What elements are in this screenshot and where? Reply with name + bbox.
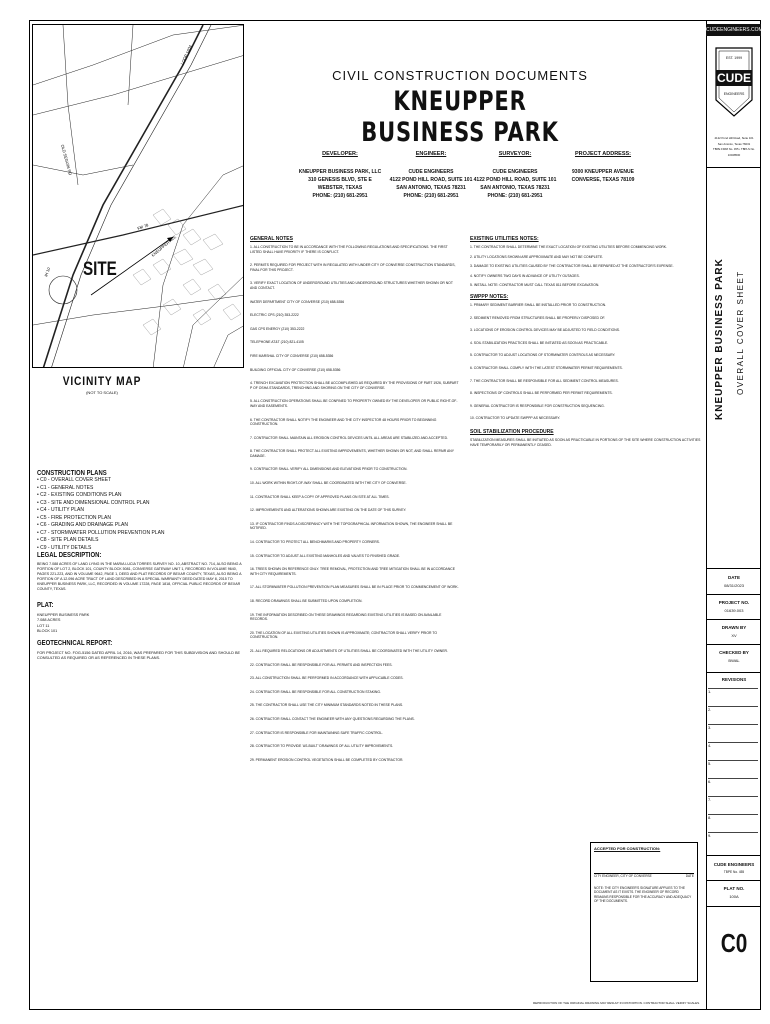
plat-line: BLOCK 101 — [37, 629, 58, 634]
date-value: 08/31/2023 — [723, 583, 745, 588]
sheet-title-1: KNEUPPER BUSINESS PARK — [714, 258, 725, 420]
note-item: GAS CPS ENERGY (210) 353-2222 — [250, 326, 305, 331]
address-line: 4122 Pond Hill Road, Suite 101 — [714, 136, 754, 140]
note-item: 1. THE CONTRACTOR SHALL DETERMINE THE EXACT LOCATION OF EXISTING UTILITIES BEFORE COMMENCING WORK. — [470, 245, 667, 249]
swppp-list — [470, 303, 702, 421]
road-label-0: IH 10 — [43, 266, 52, 278]
checked-by-value: BWAL — [728, 658, 740, 663]
note-item: 11. CONTRACTOR SHALL KEEP A COPY OF APPROVED PLANS ON SITE AT ALL TIMES. — [250, 494, 390, 499]
acceptance-sign-label: CITY ENGINEER, CITY OF CONVERSE — [594, 874, 652, 878]
note-item: 16. TREES SHOWN ON REFERENCE ONLY. TREE REMOVAL, PROTECTION AND TREE MITIGATION SHALL BE IN ACCORDANCE WITH CITY REQUIREMENTS. — [250, 567, 455, 576]
note-item: 1. PRIMARY SEDIMENT BARRIER SHALL BE INSTALLED PRIOR TO CONSTRUCTION. — [470, 302, 607, 307]
note-item: 14. CONTRACTOR TO PROTECT ALL BENCHMARKS AND PROPERTY CORNERS. — [250, 540, 380, 545]
note-item: 9. CONTRACTOR SHALL VERIFY ALL DIMENSIONS AND ELEVATIONS PRIOR TO CONSTRUCTION. — [250, 467, 408, 472]
soil-stabilization-heading: SOIL STABILIZATION PROCEDURE — [470, 428, 554, 435]
revision-row: 1. — [708, 688, 758, 694]
project-title: KNEUPPER BUSINESS PARK — [361, 86, 559, 148]
bullet-icon: • — [37, 492, 41, 498]
tb-divider — [706, 167, 761, 168]
note-item: TELEPHONE AT&T (210) 821-4105 — [250, 340, 304, 345]
revision-row: 9. — [708, 832, 758, 838]
note-item: 6. CONTRACTOR SHALL COMPLY WITH THE LATEST STORMWATER PERMIT REQUIREMENTS. — [470, 365, 623, 370]
road-label-3: KNEUPPER AVE — [150, 234, 178, 258]
revision-row: 6. — [708, 778, 758, 784]
note-item: ELECTRIC CPS (210) 353-2222 — [250, 313, 299, 318]
contact-line: CUDE ENGINEERS — [492, 169, 538, 175]
contact-line: CUDE ENGINEERS — [408, 169, 454, 175]
bullet-icon: • — [37, 529, 41, 536]
contact-column — [386, 150, 476, 200]
existing-utilities-list — [470, 245, 702, 288]
note-item: 2. SEDIMENT REMOVED FROM STRUCTURES SHALL BE PROPERLY DISPOSED OF. — [470, 315, 606, 320]
note-item: 24. CONTRACTOR SHALL BE RESPONSIBLE FOR ALL CONSTRUCTION STAKING. — [250, 689, 381, 694]
project-no-label: PROJECT NO. — [718, 600, 750, 605]
site-marker-circle — [49, 276, 77, 304]
drawn-by-value: XV — [731, 633, 737, 638]
plat-lines — [37, 613, 242, 635]
checked-by-label: CHECKED BY — [719, 650, 749, 655]
bullet-icon: • — [37, 514, 41, 521]
note-item: 15. CONTRACTOR TO ADJUST ALL EXISTING MANHOLES AND VALVES TO FINISHED GRADE. — [250, 553, 401, 558]
bullet-icon: • — [37, 537, 41, 543]
note-item: 20. THE LOCATION OF ALL EXISTING UTILITIES SHOWN IS APPROXIMATE; CONTRACTOR SHALL VERIFY PRIOR TO CONSTRUCTION. — [250, 630, 437, 640]
plat-no-label: PLAT NO. — [723, 886, 745, 891]
acceptance-date-label: DATE — [685, 874, 694, 878]
note-item: 19. THE INFORMATION DESCRIBED ON THESE DRAWINGS REGARDING EXISTING UTILITIES IS BASED ON AVAILABLE RECORDS. — [250, 612, 442, 622]
contact-label: SURVEYOR: — [498, 151, 532, 157]
construction-plan-item — [37, 492, 237, 500]
construction-plans — [37, 470, 237, 552]
note-item: 7. CONTRACTOR SHALL MAINTAIN ALL EROSION CONTROL DEVICES UNTIL ALL AREAS ARE STABILIZED AND ACCEPTED. — [250, 435, 448, 440]
note-item: 4. NOTIFY OWNERS TWO DAYS IN ADVANCE OF UTILITY OUTAGES. — [470, 273, 580, 278]
note-item: 27. CONTRACTOR IS RESPONSIBLE FOR MAINTAINING SAFE TRAFFIC CONTROL. — [250, 730, 384, 735]
note-item: 28. CONTRACTOR TO PROVIDE 'AS-BUILT' DRAWINGS OF ALL UTILITY IMPROVEMENTS. — [250, 744, 394, 749]
project-no-value: 01639.003 — [724, 608, 744, 613]
note-item: 8. INSPECTIONS OF CONTROLS SHALL BE PERFORMED PER PERMIT REQUIREMENTS. — [470, 391, 613, 396]
note-item: 13. IF CONTRACTOR FINDS A DISCREPANCY WITH THE TOPOGRAPHICAL INFORMATION SHOWN, THE ENGINEER SHALL BE NOTIFIED. — [250, 521, 453, 531]
construction-plan-label: C5 - FIRE PROTECTION PLAN — [40, 514, 111, 521]
contact-line: 4122 POND HILL ROAD, SUITE 101 — [473, 177, 557, 183]
contact-line: PHONE: (210) 681-2951 — [487, 193, 543, 199]
road-label-4: OLD SEGUIN RD — [60, 143, 74, 176]
logo-top-text: EST. 1999 — [725, 56, 743, 60]
contact-line: WEBSTER, TEXAS — [317, 185, 363, 191]
construction-plan-label: C6 - GRADING AND DRAINAGE PLAN — [40, 522, 128, 528]
revision-row: 4. — [708, 742, 758, 748]
contact-line: CONVERSE, TEXAS 78109 — [571, 177, 635, 183]
road-label-1: LOOP 1604 — [179, 44, 193, 66]
drawn-by-label: DRAWN BY — [721, 625, 747, 630]
plat-line: 7.088 ACRES — [37, 618, 61, 623]
revision-row: 8. — [708, 814, 758, 820]
note-item: 4. TRENCH EXCAVATION PROTECTION SHALL BE ACCOMPLISHED AS REQUIRED BY THE PROVISIONS OF PART 1926, SUBPART P OF OSHA STANDARDS, TRENCHING AND SHORING ON THE CITY OF CONVERSE. — [250, 381, 459, 390]
construction-plan-item — [37, 545, 237, 553]
tb-divider — [706, 906, 761, 907]
contact-column — [295, 150, 385, 200]
note-item: 2. PERMITS REQUIRED FOR PROJECT WITH IN REGULATED WITH UNDER CITY OF CONVERSE CONSTRUCTION STANDARDS, FINAL FOR THIS PROJECT. — [250, 263, 456, 272]
note-item: 25. THE CONTRACTOR SHALL USE THE CITY MINIMUM STANDARDS NOTED IN THESE PLANS. — [250, 703, 404, 708]
note-item: 26. CONTRACTOR SHALL CONTACT THE ENGINEER WITH ANY QUESTIONS REGARDING THE PLANS. — [250, 716, 415, 721]
acceptance-heading: ACCEPTED FOR CONSTRUCTION: — [594, 846, 661, 851]
note-item: 4. SOIL STABILIZATION PRACTICES SHALL BE INITIATED AS SOON AS PRACTICABLE. — [470, 340, 609, 345]
address-line: San Antonio, Texas 78231 — [717, 141, 751, 146]
note-item: 3. DAMAGE TO EXISTING UTILITIES CAUSED BY THE CONTRACTOR SHALL BE REPAIRED AT THE CONTRACTOR'S EXPENSE. — [470, 264, 674, 269]
note-item: 6. THE CONTRACTOR SHALL NOTIFY THE ENGINEER AND THE CITY INSPECTOR 48 HOURS PRIOR TO BEGINNING CONSTRUCTION. — [250, 417, 437, 427]
bullet-icon: • — [37, 544, 41, 551]
legal-heading: LEGAL DESCRIPTION: — [37, 552, 102, 559]
revision-row: 3. — [708, 724, 758, 730]
note-item: 5. CONTRACTOR TO ADJUST LOCATIONS OF STORMWATER CONTROLS AS NECESSARY. — [470, 353, 616, 358]
contact-line: KNEUPPER BUSINESS PARK, LLC — [298, 169, 382, 175]
note-item: 2. UTILITY LOCATIONS SHOWN ARE APPROXIMATE AND MAY NOT BE COMPLETE. — [470, 254, 604, 259]
acceptance-text: NOTE: THE CITY ENGINEER'S SIGNATURE APPLIES TO THE DOCUMENT AS IT EXISTS. THE ENGINEER OF RECORD REMAINS RESPONSIBLE FOR THE ACCURACY AND ADEQUACY OF THE DOCUMENTS. — [594, 886, 692, 903]
tb-divider — [706, 594, 761, 595]
tb-divider — [706, 644, 761, 645]
revision-row: 5. — [708, 760, 758, 766]
tb-divider — [706, 880, 761, 881]
acceptance-signature-line — [594, 873, 694, 878]
bullet-icon: • — [37, 522, 41, 528]
swppp-heading: SWPPP NOTES: — [470, 293, 509, 300]
tb-divider — [706, 855, 761, 856]
legal-section — [37, 552, 242, 595]
legal-text: BEING 7.088 ACRES OF LAND LYING IN THE MARIA LUCIA TORRES SURVEY NO. 10, ABSTRACT NO. 714, ALSO BEING A PORTION OF LOT 2, BLOCK 101, COUNTY BLOCK 5081, CONVERSE GATEWAY UNIT 1, RECORDED IN VOLUME 9640, PAGES 221-223, AND IN VOLUME 9642, PAGE 1, DEED AND PLAT RECORDS OF BEXAR COUNTY, TEXAS, ALSO BEING A PORTION OF A 12.096 ACRE TRACT OF LAND DESCRIBED IN A SPECIAL WARRANTY DEED DATED MAY 8, 2015 TO KNEUPPER BUSINESS PARK, LLC, RECORDED IN VOLUME 17228, PAGE 1818, OFFICIAL PUBLIC RECORDS OF BEXAR COUNTY, TEXAS. — [37, 562, 242, 591]
contact-column — [470, 150, 560, 200]
firm-number: TBPE No. 455 — [723, 870, 745, 874]
brand-logo — [712, 42, 756, 122]
vicinity-map-title: VICINITY MAP — [62, 374, 142, 388]
tb-divider — [706, 672, 761, 673]
bullet-icon: • — [37, 477, 41, 483]
address-line: TBPE FIRM No. 455 • TBPLS No. 10048500 — [713, 147, 755, 157]
construction-plan-label: C3 - SITE AND DIMENSIONAL CONTROL PLAN — [40, 499, 150, 506]
note-item: 12. IMPROVEMENTS AND ALTERATIONS SHOWN ARE EXISTING ON THE DATE OF THIS SURVEY. — [250, 508, 407, 513]
construction-plan-label: C2 - EXISTING CONDITIONS PLAN — [40, 492, 122, 498]
tb-divider — [706, 619, 761, 620]
note-item: 9. GENERAL CONTRACTOR IS RESPONSIBLE FOR CONSTRUCTION SEQUENCING. — [470, 403, 605, 408]
note-item: 5. INSTALL NOTE: CONTRACTOR MUST CALL TEXAS 811 BEFORE EXCAVATION. — [470, 283, 600, 288]
general-notes-heading: GENERAL NOTES — [250, 236, 293, 242]
note-item: 29. PERMANENT EROSION CONTROL VEGETATION SHALL BE COMPLETED BY CONTRACTOR. — [250, 757, 404, 762]
contact-label: PROJECT ADDRESS: — [574, 151, 632, 157]
firm-name: CUDE ENGINEERS — [713, 862, 755, 867]
general-notes-list — [250, 245, 460, 762]
logo-bottom-text: ENGINEERS — [723, 92, 745, 96]
construction-plan-label: C4 - UTILITY PLAN — [40, 507, 84, 513]
contact-line: SAN ANTONIO, TEXAS 78231 — [480, 185, 550, 191]
contact-line: PHONE: (210) 681-2951 — [403, 193, 459, 199]
construction-plan-label: C8 - SITE PLAN DETAILS — [40, 537, 99, 543]
revision-row: 2. — [708, 706, 758, 712]
construction-plan-item — [37, 530, 237, 538]
construction-plan-item — [37, 515, 237, 523]
geotech-section — [37, 640, 242, 664]
bullet-icon: • — [37, 499, 41, 506]
plat-line: KNEUPPER BUSINESS PARK — [37, 613, 90, 617]
plat-no-value: 100A — [729, 894, 739, 899]
contact-line: 310 GENESIS BLVD, STE E — [308, 177, 372, 183]
contact-label: ENGINEER: — [415, 151, 447, 157]
bullet-icon: • — [37, 484, 41, 491]
construction-plans-heading: CONSTRUCTION PLANS — [37, 470, 107, 477]
construction-plan-label: C0 - OVERALL COVER SHEET — [40, 477, 112, 483]
construction-plan-item — [37, 485, 237, 493]
right-notes — [470, 236, 702, 450]
general-notes — [250, 236, 460, 771]
footer-note: REPRODUCTION OF THE ORIGINAL DRAWING MAY RESULT IN DISTORTION. CONTRACTOR SHALL VERIFY SCALES. — [532, 1001, 700, 1005]
contact-line: 9300 KNEUPPER AVENUE — [572, 169, 634, 175]
note-item: 21. ALL REQUIRED RELOCATIONS OR ADJUSTMENTS OF UTILITIES SHALL BE COORDINATED WITH THE UTILITY OWNER. — [250, 648, 448, 653]
bullet-icon: • — [37, 507, 41, 513]
note-item: 17. ALL STORMWATER POLLUTION PREVENTION PLAN MEASURES SHALL BE IN PLACE PRIOR TO COMMENCEMENT OF WORK. — [250, 585, 459, 590]
note-item: FIRE MARSHAL CITY OF CONVERSE (210) 658-5356 — [250, 353, 334, 358]
contact-line: PHONE: (210) 681-2951 — [312, 193, 368, 199]
note-item: 10. CONTRACTOR TO UPDATE SWPPP AS NECESSARY. — [470, 416, 561, 421]
date-label: DATE — [728, 575, 740, 580]
revision-row: 7. — [708, 796, 758, 802]
brand-address — [708, 136, 760, 158]
road-label-2: FM 78 — [136, 222, 150, 231]
note-item: 7. THE CONTRACTOR SHALL BE RESPONSIBLE FOR ALL SEDIMENT CONTROL MEASURES. — [470, 378, 619, 383]
sheet-title-2: OVERALL COVER SHEET — [736, 270, 745, 395]
construction-plans-list — [37, 477, 237, 552]
acceptance-box — [590, 842, 698, 982]
note-item: 5. ALL CONSTRUCTION OPERATIONS SHALL BE CONFINED TO PROPERTY OWNED BY THE DEVELOPER OR PUBLIC RIGHT-OF-WAY AND EASEMENTS. — [250, 399, 458, 408]
brand-banner: CUDEENGINEERS.COM — [706, 24, 761, 36]
soil-stabilization-text: STABILIZATION MEASURES SHALL BE INITIATED AS SOON AS PRACTICABLE IN PORTIONS OF THE SITE WHERE CONSTRUCTION ACTIVITIES HAVE TEMPORARILY OR PERMANENTLY CEASED. — [470, 437, 701, 447]
site-label: SITE — [83, 259, 117, 280]
contact-column — [558, 150, 648, 184]
vicinity-map — [32, 24, 244, 368]
construction-plan-item — [37, 537, 237, 545]
note-item: 3. LOCATIONS OF EROSION CONTROL DEVICES MAY BE ADJUSTED TO FIELD CONDITIONS. — [470, 328, 620, 333]
geotech-text: FOR PROJECT NO. FOG-5156 DATED APRIL 14, 2016, WAS PREPARED FOR THIS SUBDIVISION AND SHOULD BE CONSULTED AS REQUIRED OR AS REFERENCED IN THESE PLANS. — [37, 651, 241, 661]
note-item: BUILDING OFFICIAL CITY OF CONVERSE (210) 658-5356 — [250, 367, 341, 372]
logo-text: CUDE — [716, 71, 751, 85]
document-subtitle: CIVIL CONSTRUCTION DOCUMENTS — [332, 68, 588, 83]
existing-utilities-heading: EXISTING UTILITIES NOTES: — [470, 236, 539, 242]
plat-line: LOT 11 — [37, 623, 50, 628]
construction-plan-item — [37, 500, 237, 508]
construction-plan-label: C7 - STORMWATER POLLUTION PREVENTION PLAN — [40, 529, 165, 536]
note-item: 3. VERIFY EXACT LOCATION OF UNDERGROUND UTILITIES AND UNDERGROUND STRUCTURES WHETHER SHOWN OR NOT AND CONTACT. — [250, 281, 453, 290]
contact-line: SAN ANTONIO, TEXAS 78231 — [396, 185, 466, 191]
contact-label: DEVELOPER: — [322, 151, 358, 157]
contact-line: 4122 POND HILL ROAD, SUITE 101 — [389, 177, 473, 183]
revisions-label: REVISIONS — [721, 677, 747, 682]
tb-divider — [706, 568, 761, 569]
plat-heading: PLAT: — [37, 602, 54, 609]
note-item: 1. ALL CONSTRUCTION TO BE IN ACCORDANCE WITH THE FOLLOWING REGULATIONS AND SPECIFICATIONS. THE FIRST LISTED SHALL HAVE PRIORITY IF THERE IS CONFLICT. — [250, 245, 448, 254]
vicinity-map-drawing — [33, 25, 244, 368]
construction-plan-item — [37, 507, 237, 515]
note-item: WATER DEPARTMENT CITY OF CONVERSE (210) 658-5356 — [250, 299, 345, 304]
note-item: 10. ALL WORK WITHIN RIGHT-OF-WAY SHALL BE COORDINATED WITH THE CITY OF CONVERSE. — [250, 481, 407, 486]
note-item: 18. RECORD DRAWINGS SHALL BE SUBMITTED UPON COMPLETION. — [250, 599, 363, 603]
geotech-heading: GEOTECHNICAL REPORT: — [37, 640, 113, 647]
construction-plan-label: C9 - UTILITY DETAILS — [40, 544, 92, 551]
note-item: 22. CONTRACTOR SHALL BE RESPONSIBLE FOR ALL PERMITS AND INSPECTION FEES. — [250, 662, 393, 667]
vicinity-map-scale-note: (NOT TO SCALE) — [86, 390, 118, 395]
note-item: 8. THE CONTRACTOR SHALL PROTECT ALL EXISTING IMPROVEMENTS, WHETHER SHOWN OR NOT, AND SHALL REPAIR ANY DAMAGE. — [250, 449, 454, 458]
construction-plan-item — [37, 477, 237, 485]
sheet-number: C0 — [720, 928, 748, 958]
note-item: 23. ALL CONSTRUCTION SHALL BE PERFORMED IN ACCORDANCE WITH APPLICABLE CODES. — [250, 676, 404, 681]
construction-plan-label: C1 - GENERAL NOTES — [40, 484, 94, 491]
plat-section — [37, 602, 242, 635]
construction-plan-item — [37, 522, 237, 530]
